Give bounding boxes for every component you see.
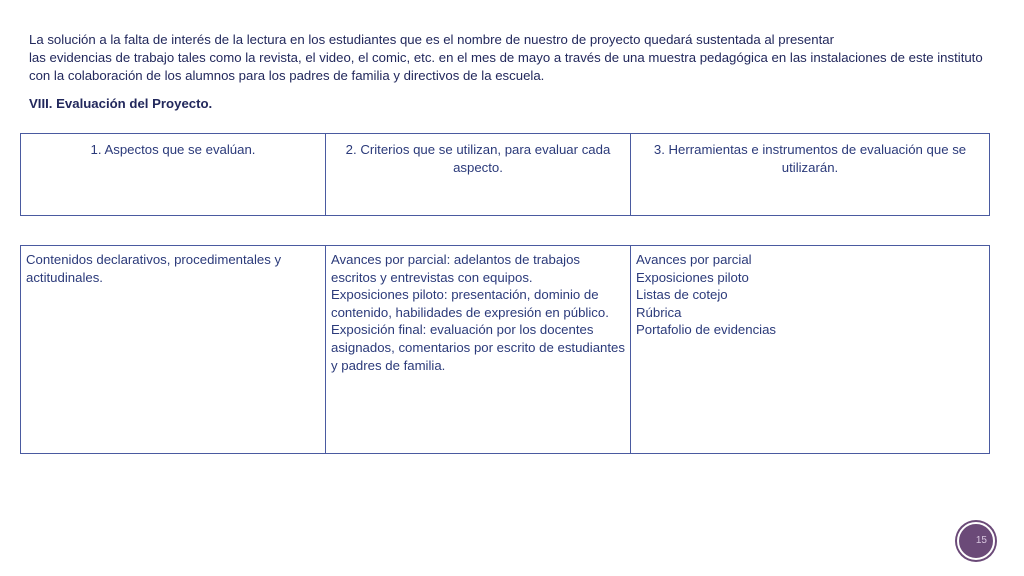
tool-item: Avances por parcial [636,252,752,267]
evaluation-header-table [20,133,990,216]
intro-line-1: La solución a la falta de interés de la lectura en los estudiantes que es el nombre de nuestro de proyecto quedará sustentada al presentar [29,32,834,47]
tool-item: Exposiciones piloto [636,269,749,285]
criteria-item: Avances por parcial: adelantos de trabajos escritos y entrevistas con equipos. [331,252,581,285]
section-title: VIII. Evaluación del Proyecto. [29,96,213,111]
slide-number: 15 [975,535,987,546]
intro-paragraph [29,31,994,85]
tool-item: Portafolio de evidencias [636,322,777,338]
criteria-item: Exposición final: evaluación por los docentes asignados, comentarios por escrito de estudiantes y padres de familia. [331,322,625,373]
tool-item: Listas de cotejo [636,287,728,303]
criteria-item: Exposiciones piloto: presentación, dominio de contenido, habilidades de expresión en público. [331,287,609,320]
cell-criteria [326,246,631,454]
header-aspects: 1. Aspectos que se evalúan. [21,134,326,216]
table-row [21,246,990,454]
table-row [21,134,990,216]
slide-number-badge [957,522,995,560]
cell-tools [631,246,990,454]
header-criteria: 2. Criterios que se utilizan, para evaluar cada aspecto. [326,134,631,216]
cell-aspects: Contenidos declarativos, procedimentales y actitudinales. [21,246,326,454]
tool-item: Rúbrica [636,304,682,320]
evaluation-body-table [20,245,990,454]
header-tools: 3. Herramientas e instrumentos de evaluación que se utilizarán. [631,134,990,216]
intro-line-2: las evidencias de trabajo tales como la revista, el video, el comic, etc. en el mes de mayo a través de una muestra pedagógica en las instalaciones de este instituto con la colaboración de los alumnos para los padres de familia y directivos de la escuela. [29,50,983,83]
